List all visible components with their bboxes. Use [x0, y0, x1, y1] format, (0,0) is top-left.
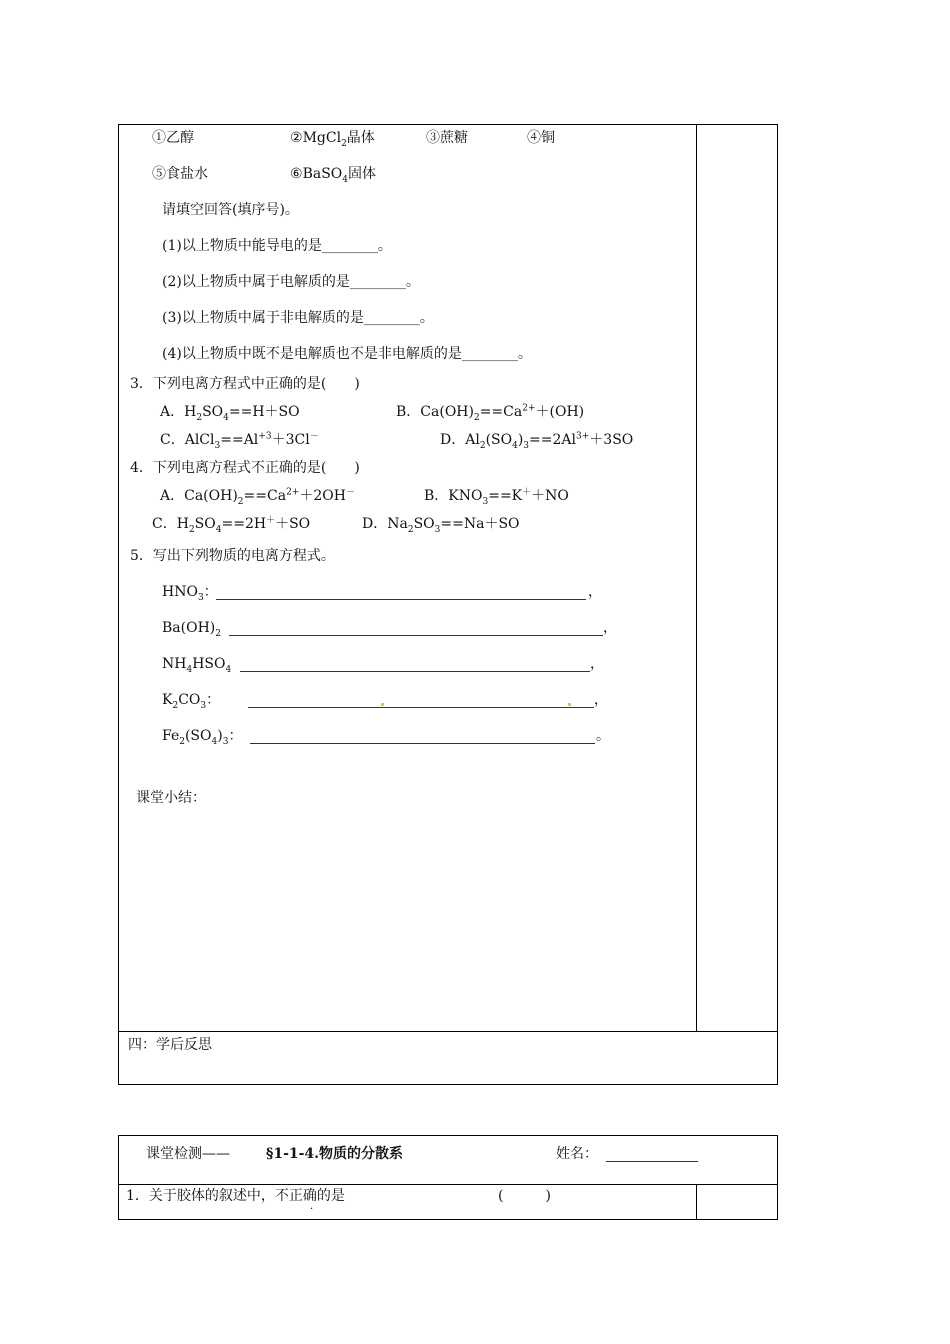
q2-sub-3: (3)以上物质中属于非电解质的是________。 — [162, 310, 434, 326]
q4-option-b: B．$KNO_3==K^++NO$ — [424, 487, 569, 507]
quiz-title-section: §1-1-4.物质的分散系 — [266, 1146, 404, 1162]
q5-fe2so43-period: 。 — [596, 728, 610, 744]
q5-baoh2-label: $Ba(OH)_2$ — [162, 620, 221, 639]
q5-stem: 5．写出下列物质的电离方程式。 — [130, 548, 335, 564]
emphasis-dot: · — [310, 1204, 314, 1215]
q5-fe2so43-label: $Fe_2(SO_4)_3$： — [162, 728, 243, 747]
q4-option-c: C．$H_2SO_4==2H^++SO$ — [152, 515, 311, 535]
marker-dot — [381, 703, 384, 706]
quiz-side-divider — [696, 1184, 697, 1220]
substance-3: ③蔗糖 — [426, 130, 468, 146]
q5-fe2so43-blank — [250, 743, 595, 744]
q4-stem: 4．下列电离方程式不正确的是( ) — [130, 460, 360, 476]
q5-nh4hso4-comma: ， — [590, 656, 604, 672]
side-column-divider — [696, 124, 697, 1031]
q5-k2co3-blank — [248, 707, 594, 708]
quiz-header-divider — [118, 1184, 778, 1185]
q3-option-c: C．$AlCl_3==Al^{+3}+3Cl^-$ — [160, 431, 319, 451]
q3-option-a: A．$H_2SO_4==H+SO$ — [160, 404, 300, 423]
substance-4: ④铜 — [527, 130, 555, 146]
summary-label: 课堂小结： — [136, 790, 206, 806]
quiz-title-prefix: 课堂检测—— — [146, 1146, 230, 1162]
q5-nh4hso4-blank — [240, 671, 590, 672]
q2-sub-2: (2)以上物质中属于电解质的是________。 — [162, 274, 420, 290]
emphasis-dot-char: 不 — [274, 1188, 289, 1204]
q4-option-d: D．$Na_2SO_3==Na+SO$ — [362, 516, 520, 535]
q5-baoh2-comma: ， — [603, 620, 617, 636]
quiz-name-label: 姓名： — [556, 1146, 598, 1162]
q5-hno3-label: $HNO_3$： — [162, 584, 218, 603]
q5-hno3-blank — [216, 599, 586, 600]
reflection-label: 四：学后反思 — [128, 1037, 212, 1053]
q3-option-b: B．$Ca(OH)_2==Ca^{2+}+(OH)$ — [396, 403, 585, 423]
q3-stem: 3．下列电离方程式中正确的是( ) — [130, 376, 360, 392]
q5-k2co3-label: $K_2CO_3$： — [162, 692, 221, 711]
q5-hno3-comma: ， — [588, 584, 602, 600]
q2-sub-1: (1)以上物质中能导电的是________。 — [162, 238, 392, 254]
marker-dot — [568, 703, 571, 706]
q5-nh4hso4-label: $NH_4HSO_4$ — [162, 656, 232, 675]
quiz-q1-paren: ( ) — [498, 1188, 551, 1204]
q2-sub-4: (4)以上物质中既不是电解质也不是非电解质的是________。 — [162, 346, 532, 362]
substance-6: ⑥BaSO$_4$固体 — [290, 166, 376, 185]
q4-option-a: A．$Ca(OH)_2==Ca^{2+}+2OH^-$ — [160, 487, 355, 507]
substance-5: ⑤食盐水 — [152, 166, 208, 182]
q2-instruction: 请填空回答(填序号)。 — [162, 202, 299, 218]
quiz-name-blank — [606, 1161, 698, 1162]
quiz-q1: 1．关于胶体的叙述中，不正确的是 — [126, 1188, 345, 1204]
q3-option-d: D．$Al_2(SO_4)_3==2Al^{3+}+3SO$ — [440, 431, 634, 451]
q5-baoh2-blank — [229, 635, 603, 636]
q5-k2co3-comma: ， — [594, 692, 608, 708]
main-table — [118, 124, 778, 1085]
reflection-divider — [118, 1031, 778, 1032]
substance-1: ①乙醇 — [152, 130, 194, 146]
substance-2: ②MgCl$_2$晶体 — [290, 130, 375, 149]
